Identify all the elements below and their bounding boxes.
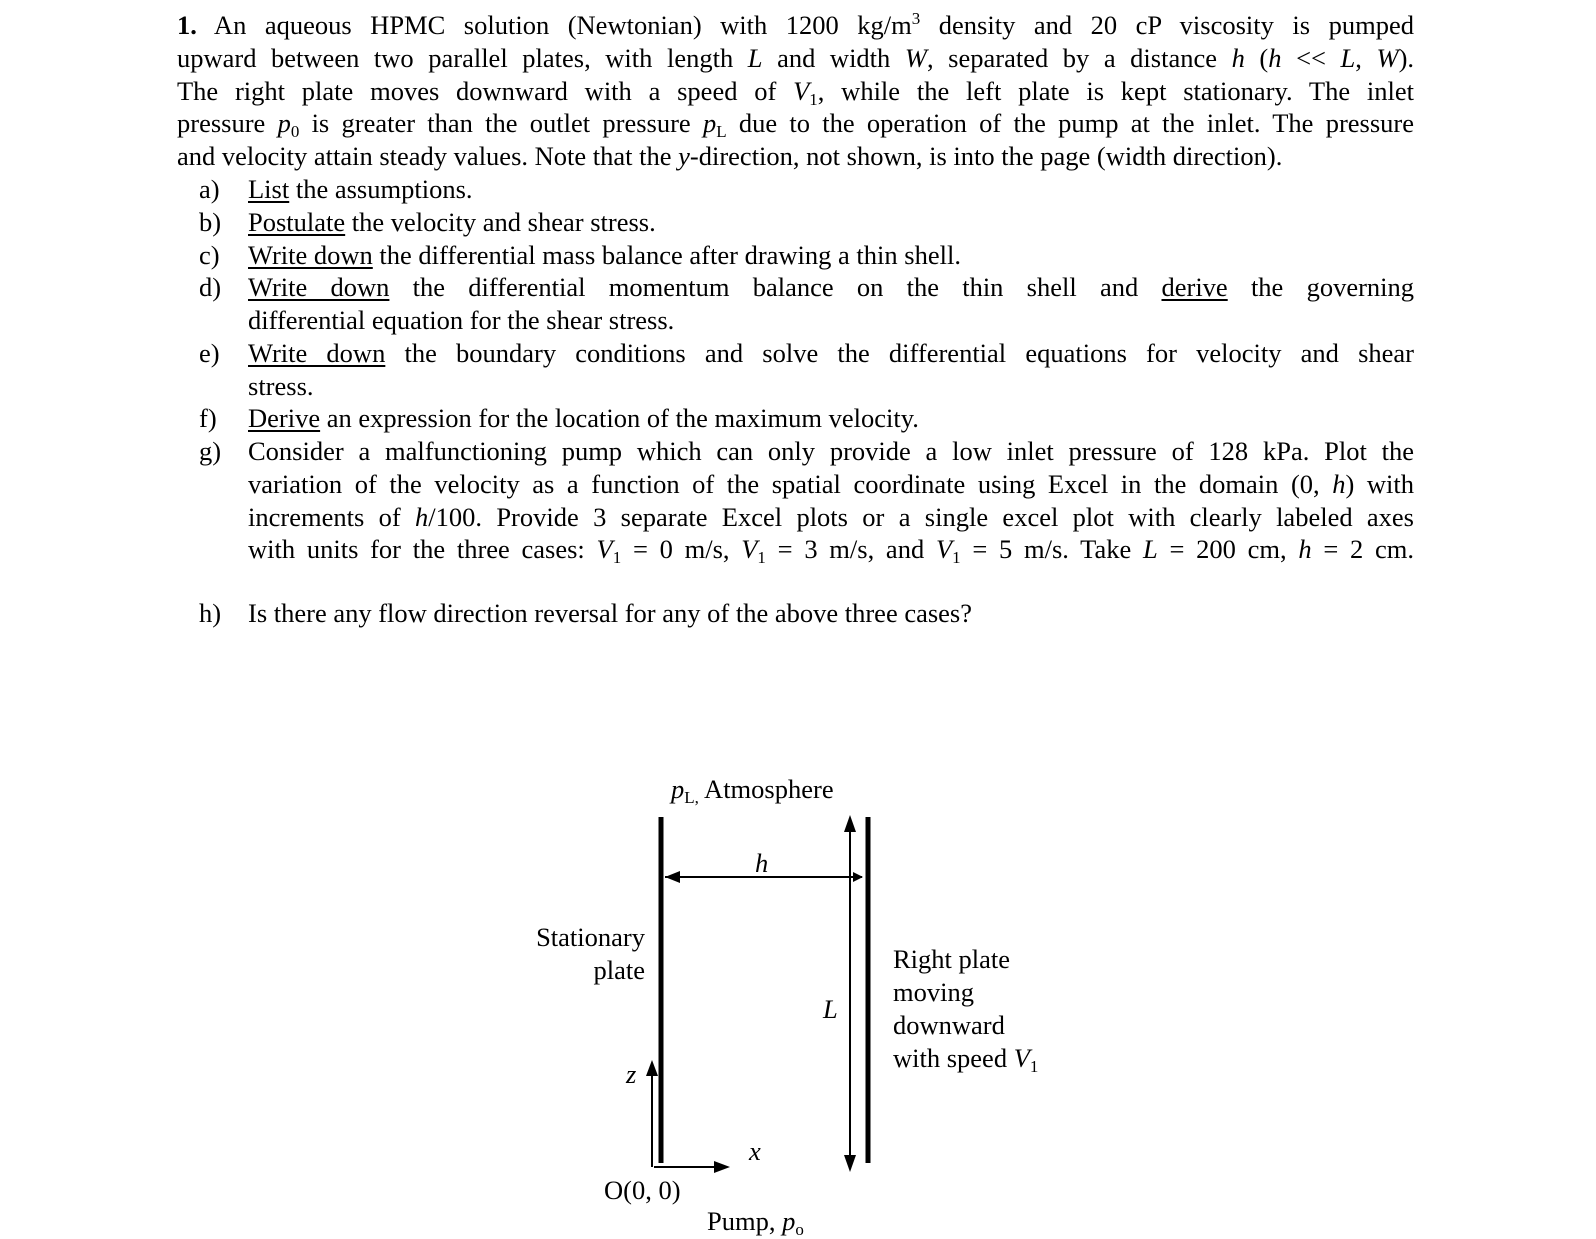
item-verb: Derive xyxy=(248,403,321,433)
item-label: g) xyxy=(199,436,222,466)
gap-label: h xyxy=(755,848,769,878)
item-label: d) xyxy=(199,272,222,302)
item-text: Is there any flow direction reversal for any of the above three cases? xyxy=(248,598,973,628)
right-plate-label: Right plate moving downward with speed $V_1$ xyxy=(893,944,1039,1076)
item-text: variation of the velocity as a function of the spatial coordinate using Excel in the domain (0, h) with xyxy=(248,468,1415,499)
item-label: a) xyxy=(199,174,220,204)
statement-line-3: The right plate moves downward with a speed of $V_1$, while the left plate is kept stationary. The inlet xyxy=(177,75,1414,109)
item-verb: Write down xyxy=(248,338,386,368)
item-verb: Write down xyxy=(248,240,373,270)
item-text: the boundary conditions and solve the differential equations for velocity and shear xyxy=(385,338,1414,368)
item-text: with units for the three cases: $V_1 = 0$ m/s, $V_1 = 3$ m/s, and $V_1 = 5$ m/s. Take L = 200 cm, h = 2 cm. xyxy=(248,534,1414,568)
item-text: increments of h/100. Provide 3 separate Excel plots or a single excel plot with clearly labeled axes xyxy=(248,501,1414,532)
item-label: f) xyxy=(199,403,217,433)
x-axis-label: x xyxy=(749,1136,761,1166)
z-axis-head xyxy=(646,1060,658,1076)
statement-line-1: 1. An aqueous HPMC solution (Newtonian) with 1200 $kg/m^3$ density and 20 cP viscosity is pumped xyxy=(177,9,1414,40)
x-axis-head xyxy=(714,1161,730,1173)
item-text: the velocity and shear stress. xyxy=(345,207,656,237)
item-text: Consider a malfunctioning pump which can only provide a low inlet pressure of 128 kPa. Plot the xyxy=(248,436,1414,466)
item-verb: Write down xyxy=(248,272,390,302)
item-label: e) xyxy=(199,338,220,368)
z-axis-label: z xyxy=(626,1059,637,1089)
item-text: differential equation for the shear stress. xyxy=(248,304,675,335)
inlet-pump-label: Pump, $p_o$ xyxy=(707,1206,804,1239)
item-text: stress. xyxy=(248,370,314,401)
length-label: L xyxy=(823,994,838,1024)
statement-line-4: pressure $p_0$ is greater than the outlet pressure $p_L$ due to the operation of the pump at the inlet. The pressure xyxy=(177,108,1414,142)
item-text: the differential momentum balance on the thin shell and xyxy=(389,272,1162,302)
origin-label: O(0, 0) xyxy=(604,1175,681,1205)
item-text: the governing xyxy=(1227,272,1415,302)
length-arrow-top-head xyxy=(844,815,856,832)
length-arrow-bottom-head xyxy=(844,1155,856,1172)
item-verb: Postulate xyxy=(248,207,346,237)
item-label: b) xyxy=(199,207,222,237)
item-label: h) xyxy=(199,598,222,628)
item-verb: List xyxy=(248,174,290,204)
problem-number: 1. xyxy=(177,10,197,40)
gap-arrow-left-head xyxy=(665,871,680,883)
item-text: an expression for the location of the maximum velocity. xyxy=(320,403,919,433)
item-text: the assumptions. xyxy=(289,174,473,204)
item-text: the differential mass balance after drawing a thin shell. xyxy=(372,240,961,270)
statement-line-5: and velocity attain steady values. Note that the y-direction, not shown, is into the page (width direction). xyxy=(177,141,1283,172)
statement-line-2: upward between two parallel plates, with length L and width W, separated by a distance h (h << L, W). xyxy=(177,42,1415,73)
item-label: c) xyxy=(199,240,220,270)
stationary-plate-label: Stationary plate xyxy=(536,922,645,985)
item-verb: derive xyxy=(1161,272,1228,302)
outlet-pressure-label: $p_{L,}$ Atmosphere xyxy=(671,774,834,807)
